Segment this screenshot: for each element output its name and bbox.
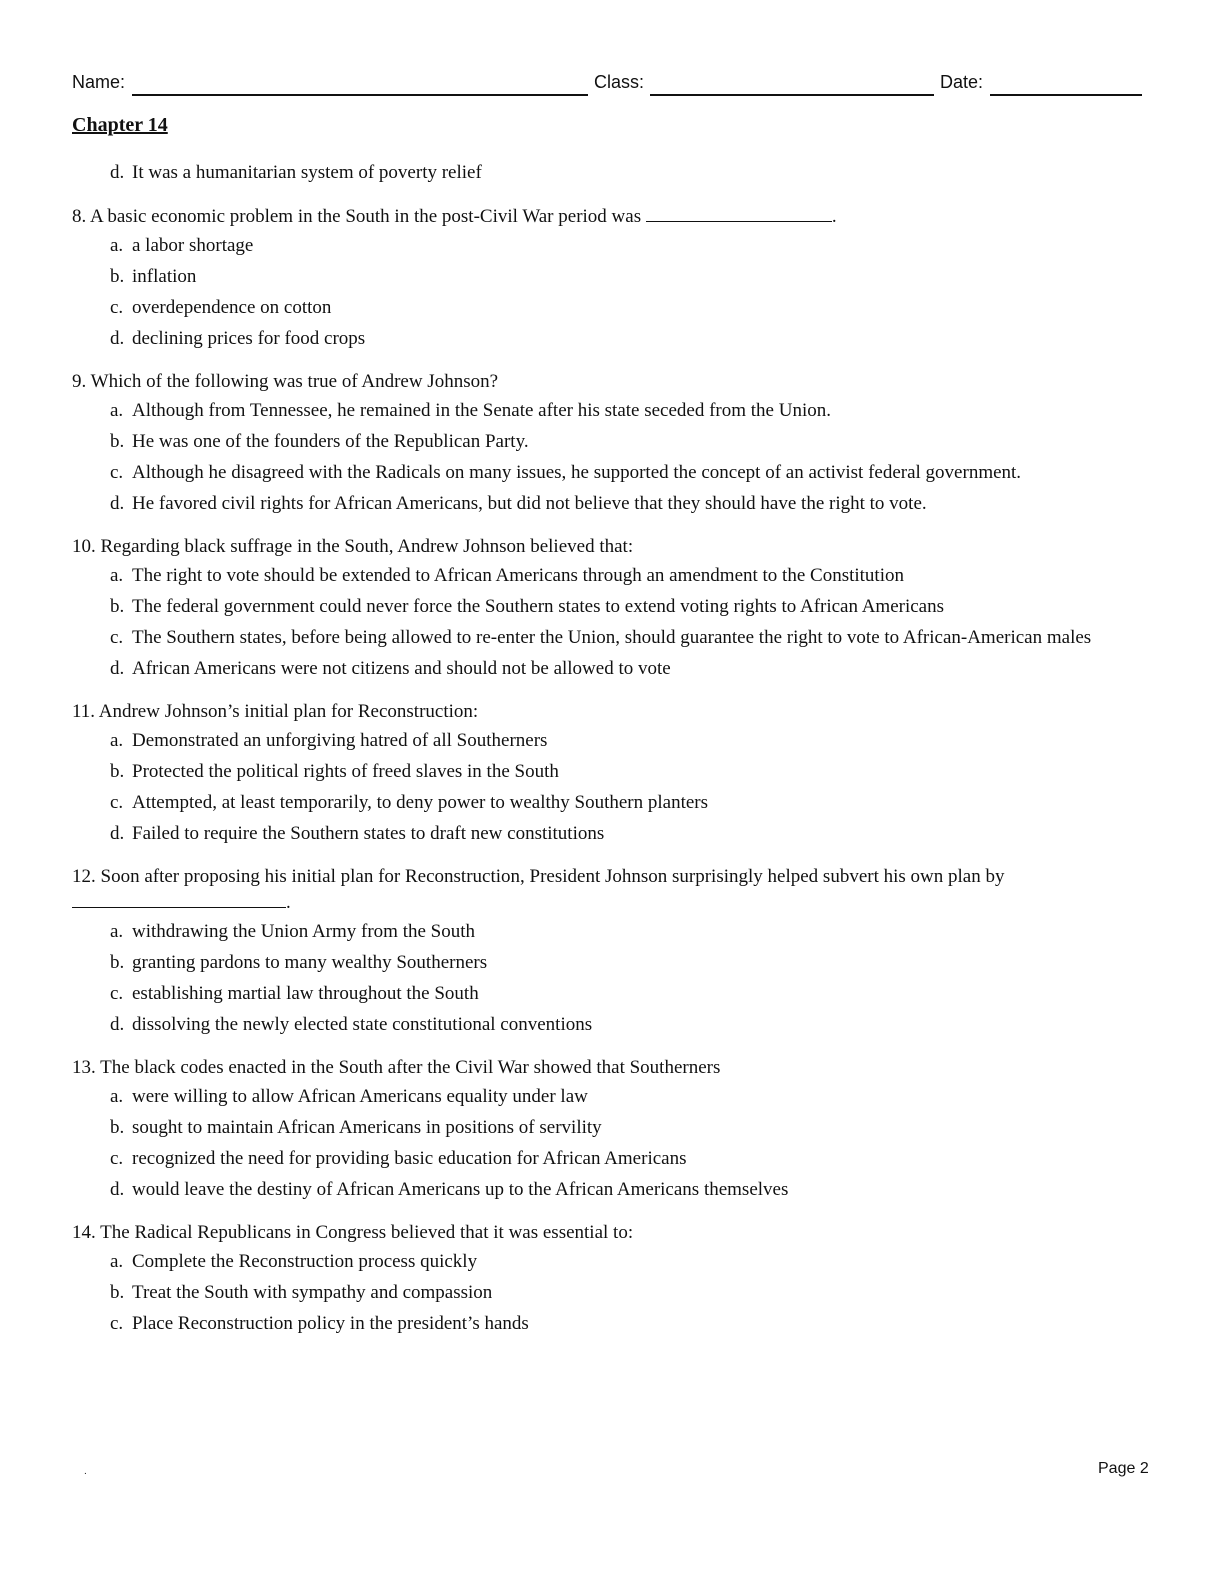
option-letter: c. [110, 297, 124, 318]
question-text: A basic economic problem in the South in the post-Civil War period was [89, 206, 642, 227]
option-letter: a. [110, 400, 124, 421]
answer-option[interactable] [110, 821, 1152, 846]
option-letter: b. [110, 1282, 125, 1303]
option-text: Place Reconstruction policy in the president’s hands [132, 1313, 529, 1334]
answer-option[interactable] [110, 656, 1152, 681]
date-field-line[interactable] [990, 94, 1142, 96]
option-text: withdrawing the Union Army from the South [132, 921, 476, 942]
option-text: He favored civil rights for African Americans, but did not believe that they should have the right to vote. [132, 493, 927, 514]
date-label: Date: [940, 72, 984, 92]
option-letter: d. [110, 162, 125, 183]
answer-option[interactable] [110, 1115, 1152, 1140]
student-info-header [72, 72, 1144, 98]
option-letter: d. [110, 328, 125, 349]
option-letter: b. [110, 761, 125, 782]
option-letter: d. [110, 1179, 125, 1200]
option-text: Attempted, at least temporarily, to deny power to wealthy Southern planters [132, 792, 709, 813]
option-text: dissolving the newly elected state constitutional conventions [132, 1014, 593, 1035]
option-text: Protected the political rights of freed slaves in the South [132, 761, 559, 782]
name-label: Name: [72, 72, 126, 92]
answer-option[interactable] [110, 1280, 1152, 1305]
option-letter: c. [110, 1313, 124, 1334]
answer-option[interactable] [110, 594, 1152, 619]
question-text: The black codes enacted in the South after the Civil War showed that Southerners [100, 1057, 721, 1078]
question-12 [72, 864, 1152, 915]
answer-option[interactable] [110, 1177, 1152, 1202]
option-letter: d. [110, 823, 125, 844]
answer-option[interactable] [110, 398, 1152, 423]
option-text: were willing to allow African Americans equality under law [132, 1086, 588, 1107]
option-letter: b. [110, 596, 125, 617]
question-number: 12. [72, 866, 96, 887]
blank-suffix: . [831, 206, 837, 227]
answer-option[interactable] [110, 1146, 1152, 1171]
option-text: granting pardons to many wealthy Southerners [132, 952, 488, 973]
answer-option[interactable] [110, 491, 1152, 516]
option-text: would leave the destiny of African Americans up to the African Americans themselves [132, 1179, 789, 1200]
name-field-line[interactable] [132, 94, 588, 96]
answer-option[interactable] [110, 759, 1152, 784]
option-text: declining prices for food crops [132, 328, 366, 349]
option-text: The federal government could never force the Southern states to extend voting rights to African Americans [132, 596, 944, 617]
footer-mark: . [84, 1466, 87, 1477]
answer-option[interactable] [110, 950, 1152, 975]
question-number: 13. [72, 1057, 96, 1078]
option-letter: b. [110, 431, 125, 452]
option-letter: b. [110, 952, 125, 973]
option-text: The Southern states, before being allowed to re-enter the Union, should guarantee the right to vote to African-American males [132, 627, 1092, 648]
answer-option[interactable] [110, 429, 1152, 454]
answer-option[interactable] [110, 625, 1152, 650]
option-text: overdependence on cotton [132, 297, 332, 318]
option-letter: d. [110, 1014, 125, 1035]
question-text: The Radical Republicans in Congress believed that it was essential to: [100, 1222, 634, 1243]
class-label: Class: [594, 72, 645, 92]
option-letter: a. [110, 1086, 124, 1107]
answer-blank[interactable] [646, 203, 832, 222]
chapter-heading: Chapter 14 [72, 114, 168, 136]
question-number: 14. [72, 1222, 96, 1243]
question-text: Regarding black suffrage in the South, Andrew Johnson believed that: [100, 536, 634, 557]
question-number: 9. [72, 371, 87, 392]
option-text: recognized the need for providing basic education for African Americans [132, 1148, 687, 1169]
question-text: Which of the following was true of Andrew Johnson? [90, 371, 499, 392]
option-text: inflation [132, 266, 197, 287]
question-text: Soon after proposing his initial plan for Reconstruction, President Johnson surprisingly helped subvert his own plan by [100, 866, 1005, 887]
option-text: Demonstrated an unforgiving hatred of all Southerners [132, 730, 548, 751]
answer-option[interactable] [110, 1249, 1152, 1274]
answer-option[interactable] [110, 981, 1152, 1006]
option-text: The right to vote should be extended to African Americans through an amendment to the Constitution [132, 565, 904, 586]
option-letter: a. [110, 565, 124, 586]
answer-option[interactable] [110, 326, 1152, 351]
answer-option[interactable] [110, 563, 1152, 588]
answer-option[interactable] [110, 233, 1152, 258]
option-letter: d. [110, 493, 125, 514]
answer-option[interactable] [110, 295, 1152, 320]
question-text: Andrew Johnson’s initial plan for Reconstruction: [98, 701, 479, 722]
answer-option[interactable] [110, 1311, 1152, 1336]
option-text: Failed to require the Southern states to draft new constitutions [132, 823, 605, 844]
option-letter: b. [110, 1117, 125, 1138]
option-text: African Americans were not citizens and should not be allowed to vote [132, 658, 671, 679]
question-11 [72, 699, 1152, 724]
blank-suffix: . [286, 892, 291, 913]
option-text: Although he disagreed with the Radicals on many issues, he supported the concept of an activist federal government. [132, 462, 1022, 483]
question-10 [72, 534, 1152, 559]
option-letter: b. [110, 266, 125, 287]
option-letter: a. [110, 730, 124, 751]
option-letter: c. [110, 1148, 124, 1169]
answer-blank[interactable] [72, 889, 286, 908]
answer-option[interactable] [110, 728, 1152, 753]
answer-option[interactable] [110, 264, 1152, 289]
question-9 [72, 369, 1152, 394]
leading-option [110, 160, 1152, 185]
answer-option[interactable] [110, 460, 1152, 485]
option-text: establishing martial law throughout the South [132, 983, 479, 1004]
answer-option[interactable] [110, 919, 1152, 944]
option-letter: a. [110, 1251, 124, 1272]
question-list [72, 160, 1152, 1342]
option-letter: d. [110, 658, 125, 679]
page-number: Page 2 [1098, 1460, 1149, 1477]
class-field-line[interactable] [650, 94, 934, 96]
option-letter: c. [110, 462, 124, 483]
option-letter: c. [110, 983, 124, 1004]
option-text: Treat the South with sympathy and compassion [132, 1282, 493, 1303]
answer-option[interactable] [110, 1084, 1152, 1109]
option-letter: a. [110, 235, 124, 256]
option-text: Complete the Reconstruction process quickly [132, 1251, 478, 1272]
question-8 [72, 203, 1152, 229]
answer-option[interactable] [110, 790, 1152, 815]
option-text: He was one of the founders of the Republican Party. [132, 431, 529, 452]
option-letter: c. [110, 792, 124, 813]
question-number: 10. [72, 536, 96, 557]
question-number: 8. [72, 206, 87, 227]
question-number: 11. [72, 701, 96, 722]
question-14 [72, 1220, 1152, 1245]
answer-option[interactable] [110, 1012, 1152, 1037]
option-letter: a. [110, 921, 124, 942]
option-text: sought to maintain African Americans in positions of servility [132, 1117, 602, 1138]
option-text: It was a humanitarian system of poverty relief [132, 162, 482, 183]
question-13 [72, 1055, 1152, 1080]
option-text: Although from Tennessee, he remained in the Senate after his state seceded from the Union. [132, 400, 831, 421]
option-letter: c. [110, 627, 124, 648]
option-text: a labor shortage [132, 235, 254, 256]
